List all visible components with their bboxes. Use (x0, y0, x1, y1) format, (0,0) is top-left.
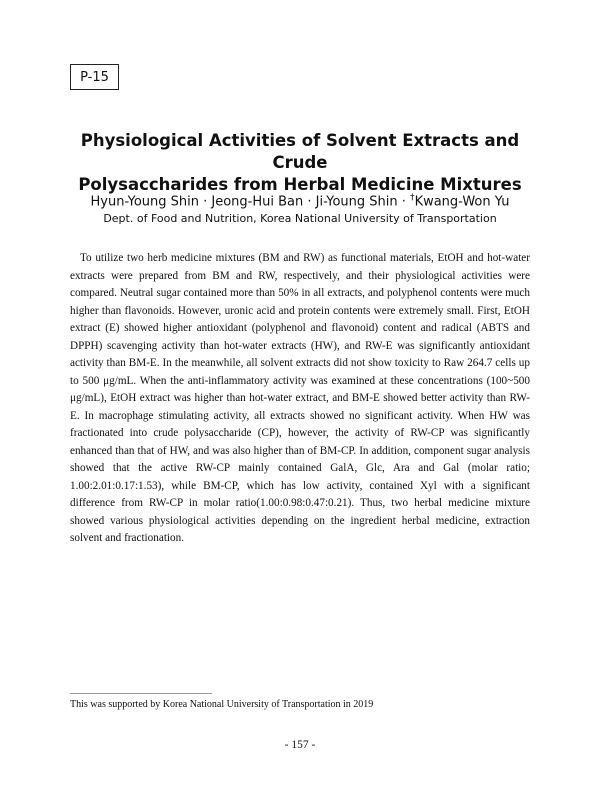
abstract-body: To utilize two herb medicine mixtures (BM and RW) as functional materials, EtOH and hot-water extracts were prepared from BM and RW, respectively, and their physiological activities were compared. Neutral sugar contained more than 50% in all extracts, and polyphenol contents were much higher than flavonoids. However, uronic acid and protein contents were extremely small. First, EtOH extract (E) showed higher antioxidant (polyphenol and flavonoid) content and radical (ABTS and DPPH) scavenging activity than hot-water extracts (HW), and RW-E was significantly antioxidant activity than BM-E. In the meanwhile, all solvent extracts did not show toxicity to Raw 264.7 cells up to 500 μg/mL. When the anti-inflammatory activity was examined at these concentrations (100~500 μg/mL), EtOH extract was higher than hot-water extract, and BM-E showed better activity than RW-E. In macrophage stimulating activity, all extracts showed no significant activity. When HW was fractionated into crude polysaccharide (CP), however, the activity of RW-CP was significantly enhanced than that of HW, and was also higher than of BM-CP. In addition, component sugar analysis showed that the active RW-CP mainly contained GalA, Glc, Ara and Gal (molar ratio; 1.00:2.01:0.17:1.53), while BM-CP, which has low activity, contained Xyl with a significant difference from RW-CP in molar ratio(1.00:0.98:0.47:0.21). Thus, two herbal medicine mixture showed various physiological activities depending on the ingredient herbal medicine, extraction solvent and fractionation. (70, 252, 530, 544)
session-label-box (70, 64, 119, 90)
title-line-2: Polysaccharides from Herbal Medicine Mixtures (78, 175, 522, 194)
author-list (40, 189, 560, 211)
corresponding-author: Kwang-Won Yu (414, 194, 510, 210)
affiliation: Dept. of Food and Nutrition, Korea National University of Transportation (103, 212, 497, 225)
footnote: This was supported by Korea National University of Transportation in 2019 (70, 699, 374, 710)
session-label: P-15 (80, 69, 109, 85)
paper-title (60, 130, 540, 196)
title-line-1: Physiological Activities of Solvent Extracts and Crude (80, 131, 520, 172)
author-names: Hyun-Young Shin · Jeong-Hui Ban · Ji-Young Shin · (90, 194, 411, 210)
page-number: - 157 - (284, 739, 316, 751)
footnote-divider (70, 693, 212, 694)
corresponding-mark: † (410, 193, 415, 203)
